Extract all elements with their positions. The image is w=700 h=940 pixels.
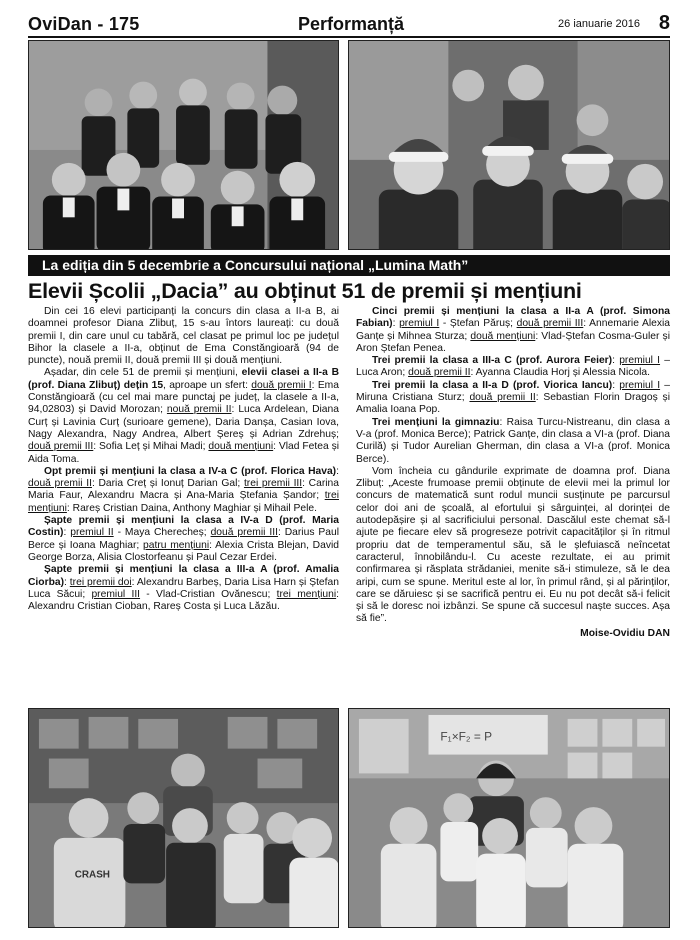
page-header — [28, 12, 670, 38]
paragraph-intro: Din cei 16 elevi participanți la concurs din clasa a II-a B, ai doamnei profesor Diana Zlibuț, 15 s-au întors laureați: cu două premii I, din care unul cu tabără, cel clasat pe primul loc pe județul Bihor la clasele a II-a, obținut de Ema Constăngioară (94 de puncte), nouă premii II, două premii III și două mențiuni. — [28, 306, 339, 367]
article-column-left — [28, 306, 339, 613]
photo-santa-hats — [348, 40, 670, 250]
paragraph-class-4d: Șapte premii și mențiuni la clasa a IV-a D (prof. Maria Costin): premiul II - Maya Cherecheș; două premii III: Darius Paul Berce și Ioana Maghiar; patru mențiuni: Alexia Crista Blejan, David George Borza, Alisia Clostorfeanu și Paul Cezar Erdei. — [28, 515, 339, 563]
section-title: Performanță — [298, 14, 405, 34]
photo-class-group — [28, 40, 339, 250]
paragraph-class-2d: Trei premii la clasa a II-a D (prof. Viorica Iancu): premiul I – Miruna Cristiana Sturz; două premii II: Sebastian Florin Dragoș și Amalia Ioana Pop. — [356, 379, 671, 416]
issue-label: OviDan - 175 — [28, 14, 140, 34]
photo-class-board — [348, 708, 670, 928]
issue-date: 26 ianuarie 2016 — [558, 18, 640, 30]
author-signature: Moise-Ovidiu DAN — [580, 627, 670, 639]
shirt-print: CRASH — [74, 869, 110, 881]
paragraph-gimnaziu: Trei mențiuni la gimnaziu: Raisa Turcu-Nistreanu, din clasa a V-a (prof. Monica Berce); Patrick Ganțe, din clasa a VI-a (prof. Diana Curilă) și Tudor Aurelian Gherman, din clasa a VI-a (prof. Monica Berce). — [356, 416, 670, 465]
page-number: 8 — [658, 12, 670, 34]
paragraph-class-2b: Așadar, din cele 51 de premii și mențiuni, elevii clasei a II-a B (prof. Diana Zlibuț) dețin 15, aproape un sfert: două premii I: Ema Constăngioară (cu cel mai mare punctaj pe județ, la clasele a II-a, 94,02803) și David Morozan; nouă premii II: Luca Ardelean, Diana Curț și Lavinia Curț (surioare gemene), Daria Danșa, Casian Iova, Nagy Alexandra, Nagy Andrea, Albert Șereș și Adrian Zdrehuș; două premii III: Sofia Leț și Mihai Madi; două mențiuni: Vlad Fetea și Aida Toma. — [28, 367, 340, 465]
paragraph-class-2a: Cinci premii și mențiuni la clasa a II-a A (prof. Simona Fabian): premiul I - Ștefan Păruș; două premii III: Annemarie Alexia Ganțe și Mihnea Sturza; două mențiuni: Vlad-Ștefan Cosma-Guler și Aron Ștefan Penea. — [356, 306, 671, 354]
paragraph-quote: Vom încheia cu gândurile exprimate de doamna prof. Diana Zlibuț: „Aceste frumoase premii obținute de elevii mei la primul lor concurs de matematică sunt rodul muncii susținute pe parcursul celor doi ani de școală, al efortului și sârguinței, al dorinței de autodepășire și al sacrificiului personal. Dascălul este chemat să-l ajute pe fiecare elev să progreseze potrivit capacităților și în ritmul propriu dat de temperamentul său, să le șlefuiască neîncetat caracterul, înnobilându-l. Cu aceste rezultate, ei au primit confirmarea și răsplata strădaniei, menite să-i stimuleze, să le dea aripi, cum se spune. Meritul este al lor, în primul rând, și al părinților, care se dăruiesc și se sacrifică pentru ei. Eu nu pot decât să-i felicit și să le doresc noi izbânzi. Se spune că succesul naște succes. Așa să fie”. — [356, 465, 670, 625]
photo-class-teacher — [28, 708, 339, 928]
paragraph-class-4c: Opt premii și mențiuni la clasa a IV-a C (prof. Florica Hava): două premii II: Daria Creț și Ionuț Darian Gal; trei premii III: Carina Maria Faur, Alexandru Macra și Ana-Maria Ștefania Șandor; trei mențiuni: Rareș Cristian Daina, Anthony Maghiar și Mihail Pele. — [28, 465, 339, 514]
article-column-right — [356, 306, 670, 640]
paragraph-class-3c: Trei premii la clasa a III-a C (prof. Aurora Feier): premiul I – Luca Aron; două premii II: Ayanna Claudia Horj și Alessia Nicola. — [356, 355, 670, 379]
paragraph-class-3a: Șapte premii și mențiuni la clasa a III-a A (prof. Amalia Ciorba): trei premii doi: Alexandru Barbeș, Daria Lisa Harn și Ștefan Luca Săcui; premiul III - Vlad-Cristian Ovănescu; trei mențiuni: Alexandru Cristian Cioban, Rareș Costa și Luca Lăzău. — [28, 564, 339, 613]
event-banner: La ediția din 5 decembrie a Concursului național „Lumina Math” — [28, 255, 670, 276]
board-text: F₁×F₂ = P — [440, 729, 493, 744]
article-headline: Elevii Școlii „Dacia” au obținut 51 de premii și mențiuni — [28, 279, 582, 303]
